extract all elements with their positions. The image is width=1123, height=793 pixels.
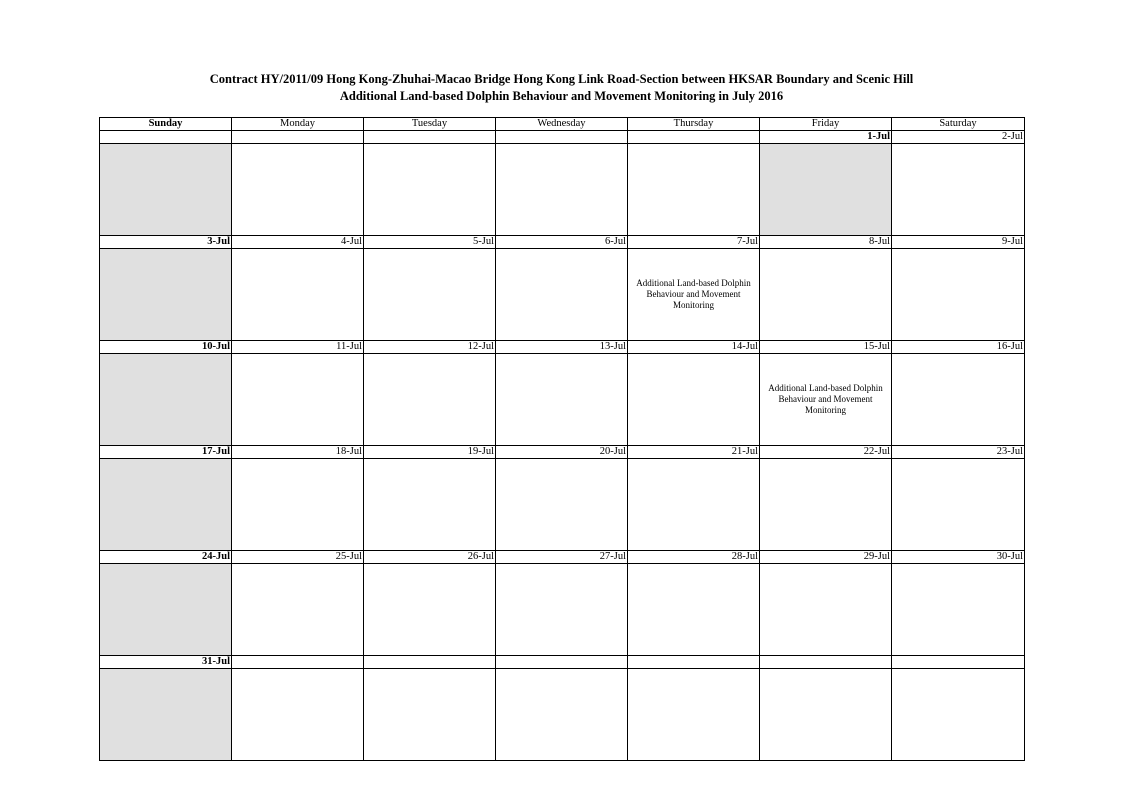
week-date-row xyxy=(100,551,1025,564)
day-cell xyxy=(760,459,892,551)
date-label: 8-Jul xyxy=(760,236,892,249)
week-body-row xyxy=(100,144,1025,236)
date-label: 2-Jul xyxy=(892,131,1025,144)
weekday-header-row xyxy=(100,118,1025,131)
date-label xyxy=(364,656,496,669)
day-cell xyxy=(628,249,760,341)
day-cell xyxy=(100,354,232,446)
day-cell xyxy=(364,249,496,341)
date-label: 17-Jul xyxy=(100,446,232,459)
event-text: Additional Land-based Dolphin Behaviour and Movement Monitoring xyxy=(636,278,751,310)
week-body-row xyxy=(100,669,1025,761)
day-cell xyxy=(496,459,628,551)
day-cell xyxy=(760,354,892,446)
date-label xyxy=(760,656,892,669)
date-label: 27-Jul xyxy=(496,551,628,564)
day-cell xyxy=(892,144,1025,236)
day-cell xyxy=(892,249,1025,341)
date-label: 22-Jul xyxy=(760,446,892,459)
page-title xyxy=(0,71,1123,105)
day-cell xyxy=(100,459,232,551)
week-date-row xyxy=(100,656,1025,669)
day-cell xyxy=(892,354,1025,446)
day-cell xyxy=(496,564,628,656)
date-label: 14-Jul xyxy=(628,341,760,354)
weekday-monday: Monday xyxy=(232,118,364,131)
week-body-row xyxy=(100,354,1025,446)
day-cell xyxy=(496,249,628,341)
event-text: Additional Land-based Dolphin Behaviour and Movement Monitoring xyxy=(768,383,883,415)
date-label: 6-Jul xyxy=(496,236,628,249)
day-cell xyxy=(364,354,496,446)
weekday-tuesday: Tuesday xyxy=(364,118,496,131)
date-label: 7-Jul xyxy=(628,236,760,249)
day-cell xyxy=(628,144,760,236)
date-label: 20-Jul xyxy=(496,446,628,459)
date-label: 1-Jul xyxy=(760,131,892,144)
date-label xyxy=(364,131,496,144)
day-cell xyxy=(628,564,760,656)
day-cell xyxy=(232,354,364,446)
day-cell xyxy=(100,564,232,656)
week-body-row xyxy=(100,459,1025,551)
day-cell xyxy=(232,459,364,551)
date-label: 12-Jul xyxy=(364,341,496,354)
date-label xyxy=(496,131,628,144)
day-cell xyxy=(364,144,496,236)
day-cell xyxy=(892,669,1025,761)
day-cell xyxy=(364,564,496,656)
date-label xyxy=(628,131,760,144)
day-cell xyxy=(628,459,760,551)
date-label: 21-Jul xyxy=(628,446,760,459)
day-cell xyxy=(496,669,628,761)
day-cell xyxy=(232,249,364,341)
weekday-thursday: Thursday xyxy=(628,118,760,131)
date-label: 13-Jul xyxy=(496,341,628,354)
date-label: 23-Jul xyxy=(892,446,1025,459)
day-cell xyxy=(100,249,232,341)
day-cell xyxy=(892,459,1025,551)
week-body-row xyxy=(100,249,1025,341)
date-label: 15-Jul xyxy=(760,341,892,354)
day-cell xyxy=(628,354,760,446)
week-date-row xyxy=(100,341,1025,354)
day-cell xyxy=(892,564,1025,656)
date-label xyxy=(232,131,364,144)
weekday-saturday: Saturday xyxy=(892,118,1025,131)
date-label: 16-Jul xyxy=(892,341,1025,354)
date-label: 10-Jul xyxy=(100,341,232,354)
week-date-row xyxy=(100,236,1025,249)
date-label xyxy=(628,656,760,669)
monthly-calendar xyxy=(99,117,1025,761)
day-cell xyxy=(760,564,892,656)
date-label: 29-Jul xyxy=(760,551,892,564)
day-cell xyxy=(232,669,364,761)
date-label xyxy=(232,656,364,669)
day-cell xyxy=(496,144,628,236)
date-label: 25-Jul xyxy=(232,551,364,564)
date-label xyxy=(892,656,1025,669)
date-label: 4-Jul xyxy=(232,236,364,249)
date-label: 19-Jul xyxy=(364,446,496,459)
day-cell xyxy=(100,669,232,761)
weekday-friday: Friday xyxy=(760,118,892,131)
weekday-sunday: Sunday xyxy=(100,118,232,131)
day-cell xyxy=(496,354,628,446)
title-line-2: Additional Land-based Dolphin Behaviour and Movement Monitoring in July 2016 xyxy=(339,89,784,103)
date-label xyxy=(496,656,628,669)
day-cell xyxy=(232,144,364,236)
week-date-row xyxy=(100,131,1025,144)
week-date-row xyxy=(100,446,1025,459)
date-label: 18-Jul xyxy=(232,446,364,459)
date-label: 28-Jul xyxy=(628,551,760,564)
date-label: 30-Jul xyxy=(892,551,1025,564)
week-body-row xyxy=(100,564,1025,656)
title-line-1: Contract HY/2011/09 Hong Kong-Zhuhai-Macao Bridge Hong Kong Link Road-Section between HKSAR Boundary and Scenic Hill xyxy=(209,72,914,86)
date-label: 3-Jul xyxy=(100,236,232,249)
date-label: 5-Jul xyxy=(364,236,496,249)
date-label: 9-Jul xyxy=(892,236,1025,249)
day-cell xyxy=(760,249,892,341)
date-label: 11-Jul xyxy=(232,341,364,354)
day-cell xyxy=(100,144,232,236)
day-cell xyxy=(760,669,892,761)
day-cell xyxy=(364,669,496,761)
date-label: 24-Jul xyxy=(100,551,232,564)
date-label: 26-Jul xyxy=(364,551,496,564)
day-cell xyxy=(364,459,496,551)
date-label xyxy=(100,131,232,144)
weekday-wednesday: Wednesday xyxy=(496,118,628,131)
day-cell xyxy=(232,564,364,656)
day-cell xyxy=(628,669,760,761)
day-cell xyxy=(760,144,892,236)
date-label: 31-Jul xyxy=(100,656,232,669)
